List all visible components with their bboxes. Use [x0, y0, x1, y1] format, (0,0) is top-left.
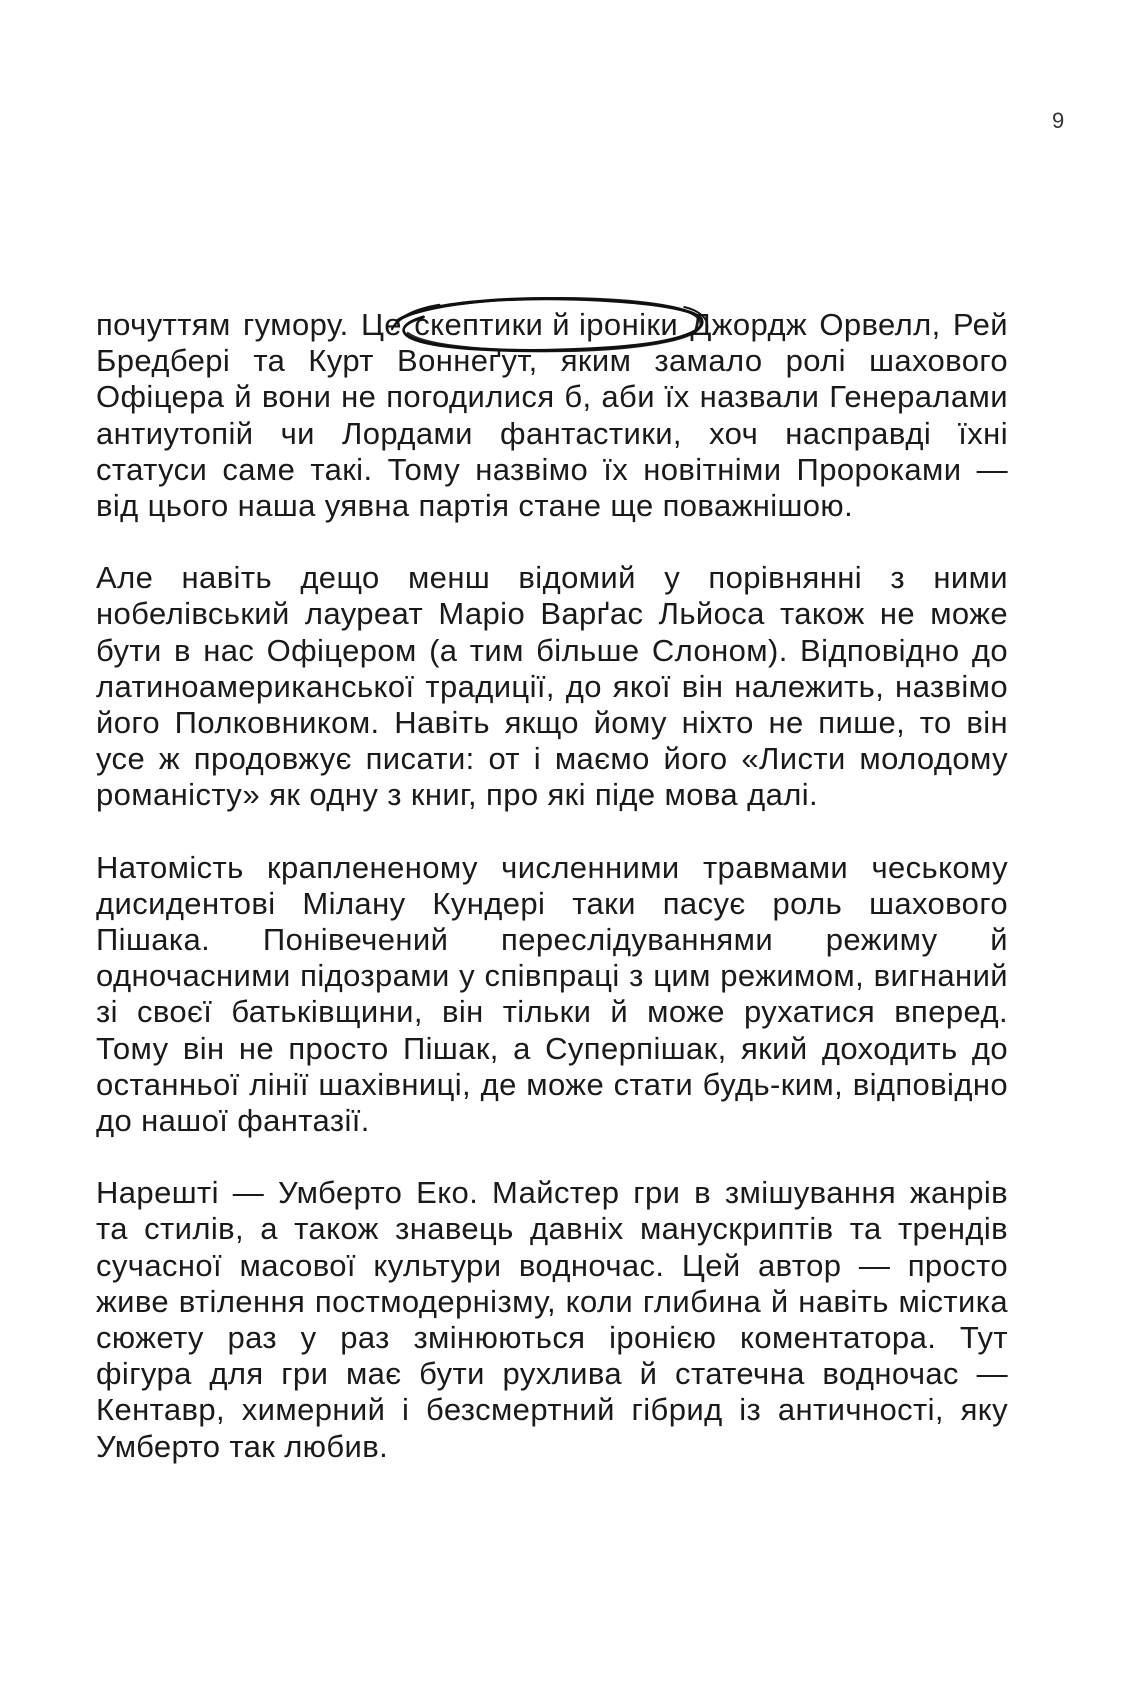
paragraph-pawn: Натомість краплененому численними травмами чеському дисидентові Мілану Кундері таки пасує роль шахового Пішака. Понівечений переслідуваннями режиму й одночасними підозрами у співпраці з цим режимом, вигнаний зі своєї батьківщини, він тільки й може рухатися вперед. Тому він не просто Пішак, а Суперпішак, який доходить до останньої лінії шахівниці, де може стати будь-ким, відповідно до нашої фантазії.: [96, 849, 1008, 1139]
page-number: 9: [1052, 108, 1066, 133]
paragraph-colonel: Але навіть дещо менш відомий у порівнянні з ними нобелівський лауреат Маріо Варґас Льйоса також не може бути в нас Офіцером (а тим більше Слоном). Відповідно до латиноамериканської традиції, до якої він належить, назвімо його Полковником. Навіть якщо йому ніхто не пише, то він усе ж продовжує писати: от і маємо його «Листи молодому романісту» як одну з книг, про які піде мова далі.: [96, 560, 1008, 813]
body-text: [96, 307, 1008, 1465]
paragraph-prophets: [96, 307, 1008, 524]
paragraph-text-after-highlight: Джордж Орвелл, Рей Бредбері та Курт Воннеґут, яким замало ролі шахового Офіцера й вони не погодилися б, аби їх назвали Генералами антиутопій чи Лордами фантастики, хоч насправді їхні статуси саме такі. Тому назвімо їх новітніми Пророками — від цього наша уявна партія стане ще поважнішою.: [96, 307, 1008, 524]
circled-phrase-text: скептики й іроніки: [414, 307, 679, 342]
paragraph-text-before-highlight: почуттям гумору. Це: [96, 307, 415, 342]
paragraph-centaur: Нарешті — Умберто Еко. Майстер гри в змішування жанрів та стилів, а також знавець давніх манускриптів та трендів сучасної масової культури водночас. Цей автор — просто живе втілення постмодернізму, коли глибина й навіть містика сюжету раз у раз змінюються іронією коментатора. Тут фігура для гри має бути рухлива й статечна водночас — Кентавр, химерний і безсмертний гібрид із античності, яку Умберто так любив.: [96, 1175, 1008, 1464]
handwritten-circled-phrase: [414, 307, 678, 343]
